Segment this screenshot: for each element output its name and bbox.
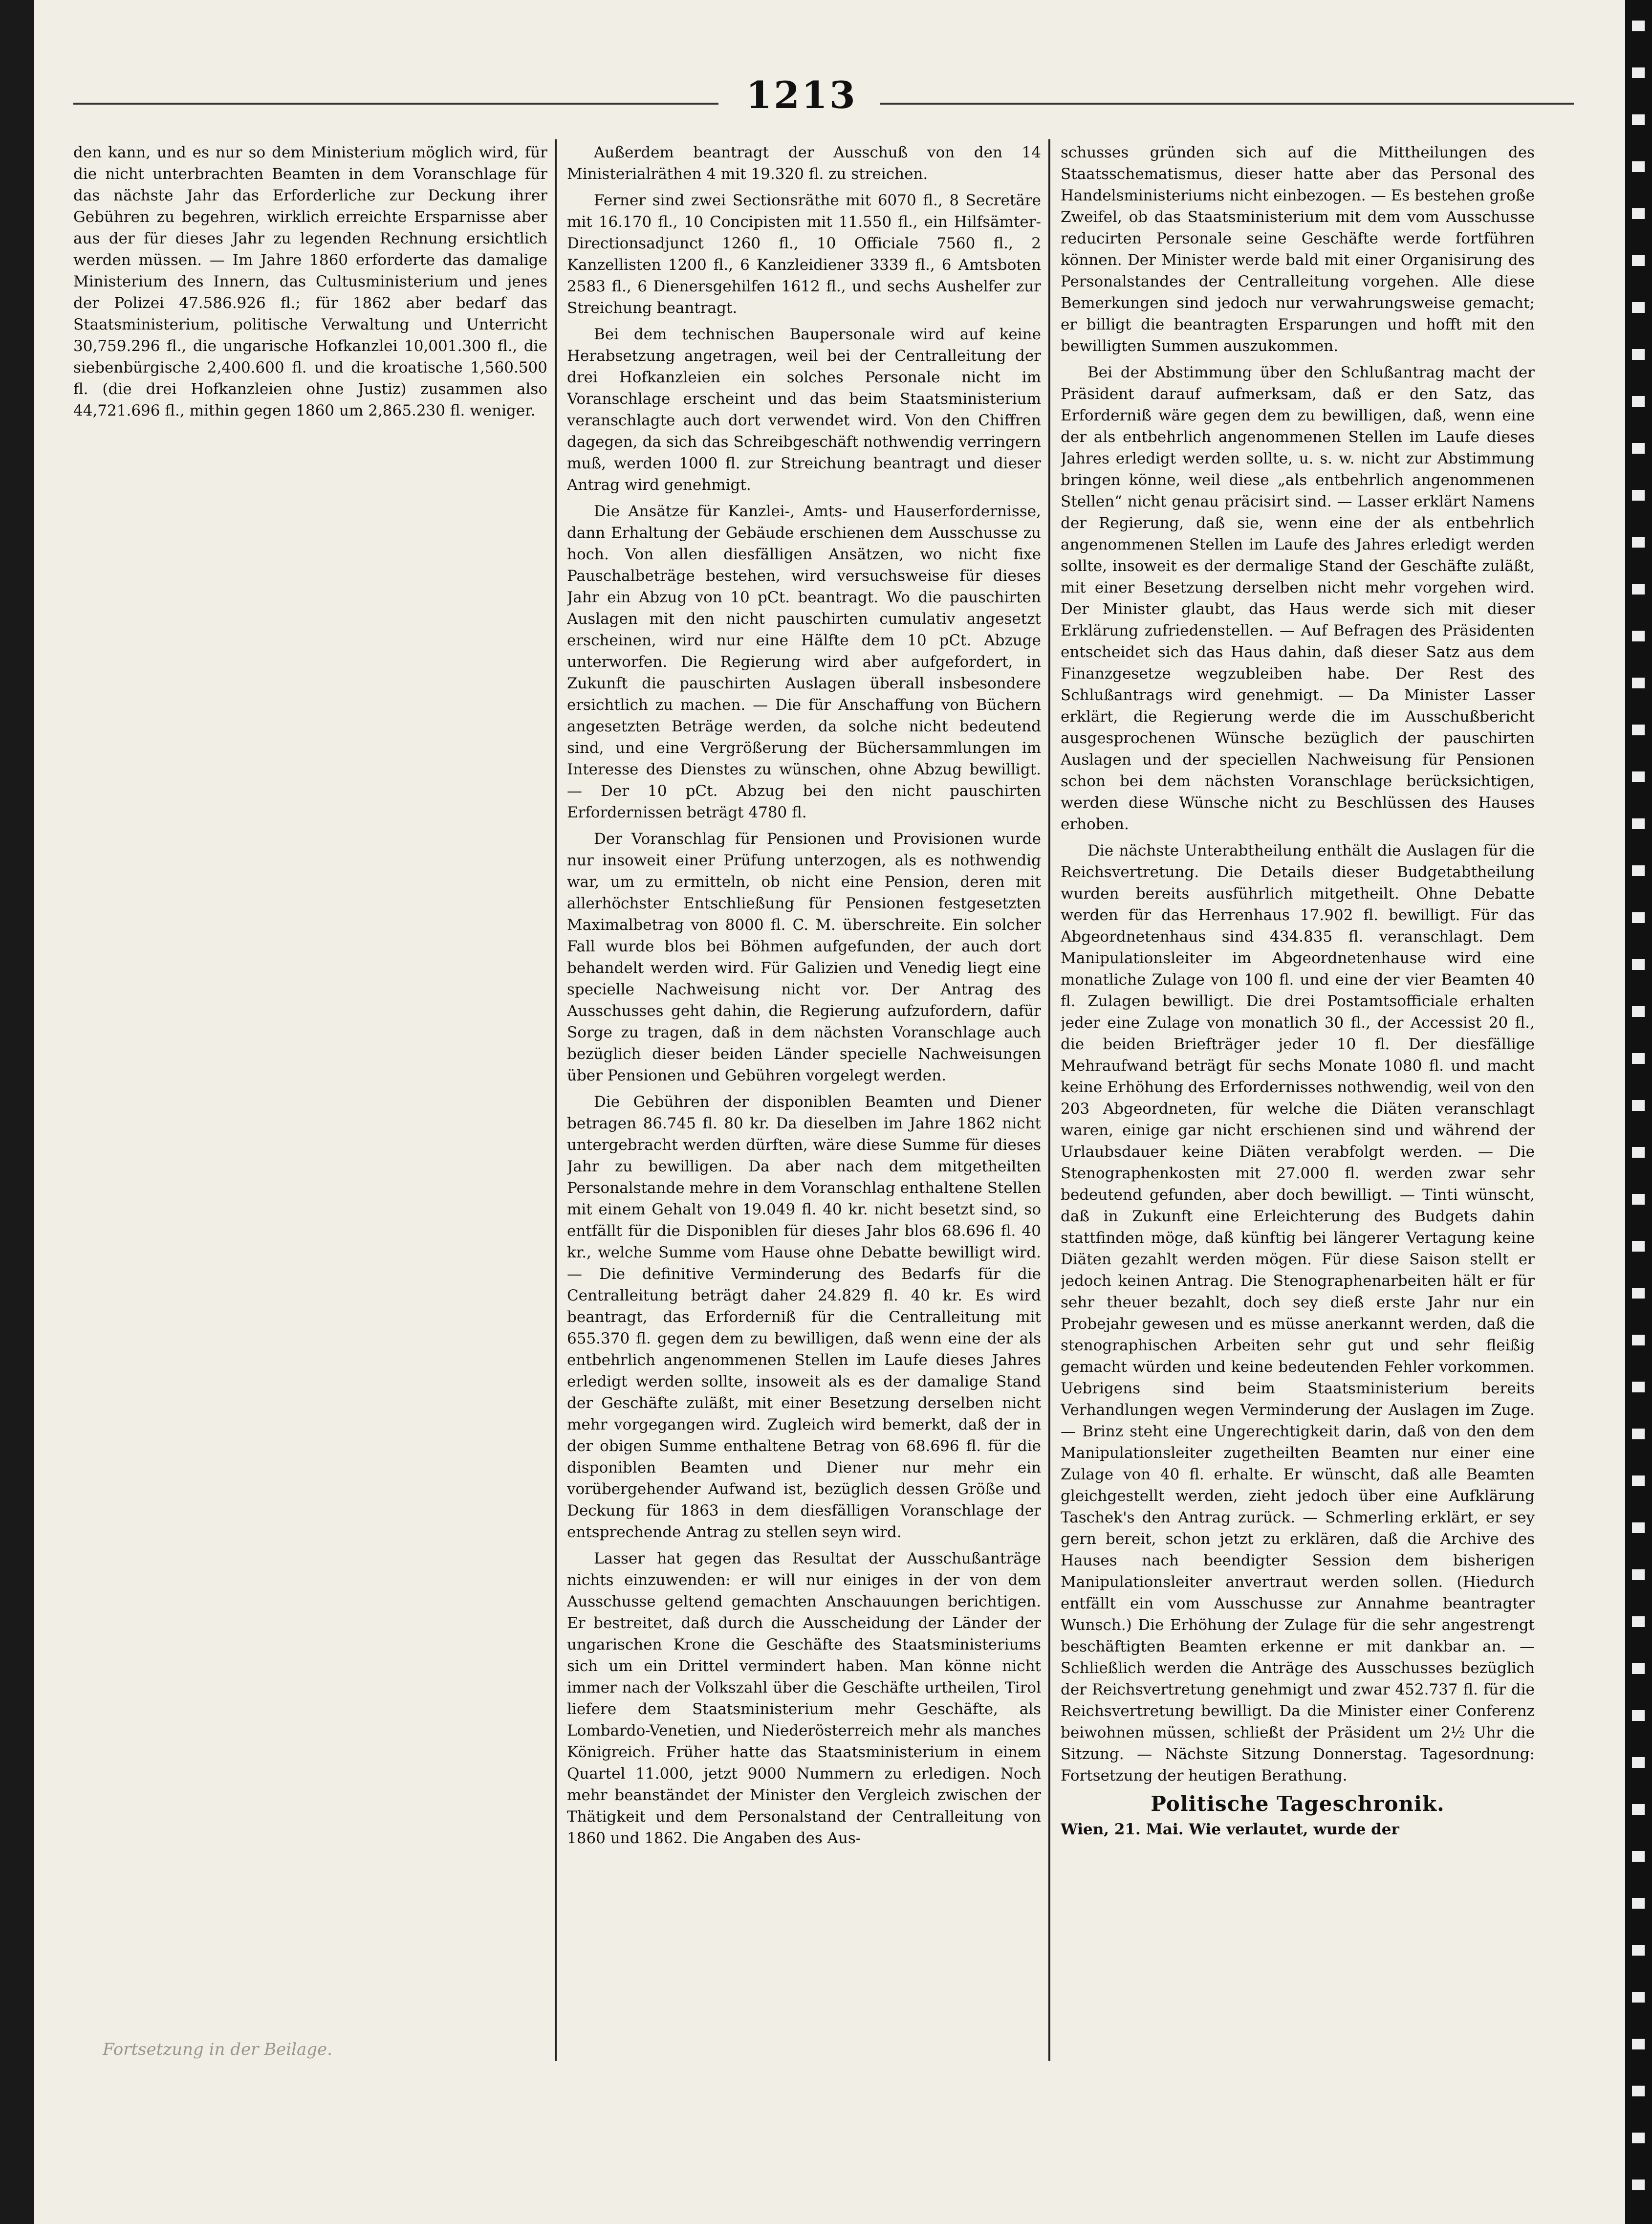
microfilm-perforation: [1632, 0, 1645, 2224]
paragraph: Die Gebühren der disponiblen Beamten und Diener betragen 86.745 fl. 80 kr. Da dieselben im Jahre 1862 nicht untergebracht werden dürften, wäre diese Summe für dieses Jahr zu bewilligen. Da aber nach dem mitgetheilten Personalstande mehre in dem Voranschlag enthaltene Stellen mit einem Gehalt von 19.049 fl. 40 kr. nicht besetzt sind, so entfällt für die Disponiblen für dieses Jahr blos 68.696 fl. 40 kr., welche Summe vom Hause ohne Debatte bewilligt wird. — Die definitive Verminderung des Bedarfs für die Centralleitung beträgt daher 24.829 fl. 40 kr. Es wird beantragt, das Erforderniß für die Centralleitung mit 655.370 fl. gegen dem zu bewilligen, daß wenn eine der als entbehrlich angenommenen Stellen im Laufe dieses Jahres erledigt werden sollte, insoweit als es der damalige Stand der Geschäfte zuläßt, mit einer Besetzung derselben nicht mehr vorgegangen wird. Zugleich wird bemerkt, daß der in der obigen Summe enthaltene Betrag von 68.696 fl. für die disponiblen Beamten und Diener nur mehr ein vorübergehender Aufwand ist, bezüglich dessen Größe und Deckung für 1863 in dem diesfälligen Voranschlage der entsprechende Antrag zu stellen seyn wird.: [567, 1093, 1041, 1541]
column-divider-2: [1048, 139, 1050, 2061]
section-heading: Politische Tageschronik.: [1151, 1792, 1445, 1816]
page-number: 1213: [746, 73, 857, 117]
scan-left-border: [0, 0, 34, 2224]
paragraph: Die nächste Unterabtheilung enthält die Auslagen für die Reichsvertretung. Die Details dieser Budgetabtheilung wurden bereits ausführlich mitgetheilt. Ohne Debatte werden für das Herrenhaus 17.902 fl. bewilligt. Für das Abgeordnetenhaus sind 434.835 fl. veranschlagt. Dem Manipulationsleiter im Abgeordnetenhause wird eine monatliche Zulage von 100 fl. und eine der vier Beamten 40 fl. Zulagen bewilligt. Die drei Postamtsofficiale erhalten jeder eine Zulage von monatlich 30 fl., der Accessist 20 fl., die beiden Briefträger jeder 10 fl. Der diesfällige Mehraufwand beträgt für sechs Monate 1080 fl. und macht keine Erhöhung des Erfordernisses nothwendig, weil von den 203 Abgeordneten, für welche die Diäten veranschlagt waren, einige gar nicht erschienen sind und während der Urlaubsdauer keine Diäten verabfolgt werden. — Die Stenographenkosten mit 27.000 fl. werden zwar sehr bedeutend gefunden, aber doch bewilligt. — Tinti wünscht, daß in Zukunft eine Erleichterung des Budgets dahin stattfinden möge, daß künftig bei längerer Vertagung keine Diäten gezahlt werden mögen. Für diese Saison stellt er jedoch keinen Antrag. Die Stenographenarbeiten hält er für sehr theuer bezahlt, doch sey dieß erste Jahr nur ein Probejahr gewesen und es müsse anerkannt werden, daß die stenographischen Arbeiten sehr gut und sehr fleißig gemacht würden und keine bedeutenden Fehler vorkommen. Uebrigens sind beim Staatsministerium bereits Verhandlungen wegen Verminderung der Auslagen im Zuge. — Brinz steht eine Ungerechtigkeit darin, daß von den dem Manipulationsleiter zugetheilten Beamten nur einer eine Zulage von 40 fl. erhalte. Er wünscht, daß alle Beamten gleichgestellt werden, zieht jedoch über eine Aufklärung Taschek's den Antrag zurück. — Schmerling erklärt, er sey gern bereit, schon jetzt zu erklären, daß die Archive des Hauses nach beendigter Session dem bisherigen Manipulationsleiter anvertraut werden sollen. (Hiedurch entfällt ein vom Ausschusse zur Annahme beantragter Wunsch.) Die Erhöhung der Zulage für die sehr angestrengt beschäftigten Beamten erkenne er mit dankbar an. — Schließlich werden die Anträge des Ausschusses bezüglich der Reichsvertretung genehmigt und zwar 452.737 fl. für die Reichsvertretung bewilligt. Da die Minister einer Conferenz beiwohnen müssen, schließt der Präsident um 2½ Uhr die Sitzung. — Nächste Sitzung Donnerstag. Tagesordnung: Fortsetzung der heutigen Berathung.: [1061, 842, 1535, 1784]
paragraph: Außerdem beantragt der Ausschuß von den 14 Ministerialräthen 4 mit 19.320 fl. zu streichen.: [567, 144, 1041, 183]
bleed-through-text: Fortsetzung in der Beilage.: [103, 2040, 332, 2059]
column-1: [73, 142, 547, 2078]
column-3: [1061, 142, 1535, 2078]
dateline-paragraph: Wien, 21. Mai. Wie verlautet, wurde der: [1061, 1821, 1399, 1838]
scan-right-border: [1625, 0, 1652, 2224]
column-divider-1: [555, 139, 557, 2061]
paragraph: Bei dem technischen Baupersonale wird auf keine Herabsetzung angetragen, weil bei der Centralleitung der drei Hofkanzleien ein solches Personale nicht im Voranschlage erscheint und das beim Staatsministerium veranschlagte auch dort verwendet wird. Von den Chiffren dagegen, da sich das Schreibgeschäft nothwendig verringern muß, werden 1000 fl. zur Streichung beantragt und dieser Antrag wird genehmigt.: [567, 326, 1041, 494]
header-rule-right: [880, 103, 1574, 105]
paragraph: den kann, und es nur so dem Ministerium möglich wird, für die nicht unterbrachten Beamten in dem Voranschlage für das nächste Jahr das Erforderliche zur Deckung ihrer Gebühren zu begehren, wirklich erreichte Ersparnisse aber aus der für dieses Jahr zu legenden Rechnung ersichtlich werden müssen. — Im Jahre 1860 erforderte das damalige Ministerium des Innern, das Cultusministerium und jenes der Polizei 47.586.926 fl.; für 1862 aber bedarf das Staatsministerium, politische Verwaltung und Unterricht 30,759.296 fl., die ungarische Hofkanzlei 10,001.300 fl., die siebenbürgische 2,400.600 fl. und die kroatische 1,560.500 fl. (die drei Hofkanzleien ohne Justiz) zusammen also 44,721.696 fl., mithin gegen 1860 um 2,865.230 fl. weniger.: [73, 144, 547, 419]
header-rule-left: [73, 103, 718, 105]
column-2: [567, 142, 1041, 2078]
paragraph: Lasser hat gegen das Resultat der Ausschußanträge nichts einzuwenden: er will nur einiges in der von dem Ausschusse geltend gemachten Anschauungen berichtigen. Er bestreitet, daß durch die Ausscheidung der Länder der ungarischen Krone die Geschäfte des Staatsministeriums sich um ein Drittel vermindert haben. Man könne nicht immer nach der Volkszahl über die Geschäfte urtheilen, Tirol liefere dem Staatsministerium mehr Geschäfte, als Lombardo-Venetien, und Niederösterreich mehr als manches Königreich. Früher hatte das Staatsministerium in einem Quartel 11.000, jetzt 9000 Nummern zu erledigen. Noch mehr beanständet der Minister den Vergleich zwischen der Thätigkeit und dem Personalstand der Centralleitung von 1860 und 1862. Die Angaben des Aus-: [567, 1550, 1041, 1847]
paragraph: Ferner sind zwei Sectionsräthe mit 6070 fl., 8 Secretäre mit 16.170 fl., 10 Concipisten mit 11.550 fl., ein Hilfsämter-Directionsadjunct 1260 fl., 10 Officiale 7560 fl., 2 Kanzellisten 1200 fl., 6 Kanzleidiener 3339 fl., 6 Amtsboten 2583 fl., 6 Dienersgehilfen 1612 fl., und sechs Aushelfer zur Streichung beantragt.: [567, 192, 1041, 317]
paragraph: Der Voranschlag für Pensionen und Provisionen wurde nur insoweit einer Prüfung unterzogen, als es nothwendig war, um zu ermitteln, ob nicht eine Pension, deren mit allerhöchster Entschließung für Pensionen festgesetzten Maximalbetrag von 8000 fl. C. M. überschreite. Ein solcher Fall wurde blos bei Böhmen aufgefunden, der auch dort behandelt werden wird. Für Galizien und Venedig liegt eine specielle Nachweisung nicht vor. Der Antrag des Ausschusses geht dahin, die Regierung aufzufordern, dafür Sorge zu tragen, daß in dem nächsten Voranschlage auch bezüglich dieser beiden Länder specielle Nachweisungen über Pensionen und Gebühren vorgelegt werden.: [567, 830, 1041, 1084]
paragraph: Die Ansätze für Kanzlei-, Amts- und Hauserfordernisse, dann Erhaltung der Gebäude erschienen dem Ausschusse zu hoch. Von allen diesfälligen Ansätzen, wo nicht fixe Pauschalbeträge bestehen, wird versuchsweise für dieses Jahr ein Abzug von 10 pCt. beantragt. Wo die pauschirten Auslagen mit den nicht pauschirten cumulativ angesetzt erscheinen, wird nur eine Hälfte dem 10 pCt. Abzuge unterworfen. Die Regierung wird aber aufgefordert, in Zukunft die pauschirten Auslagen überall insbesondere ersichtlich zu machen. — Die für Anschaffung von Büchern angesetzten Beträge werden, da solche nicht bedeutend sind, und eine Vergrößerung der Büchersammlungen im Interesse des Dienstes zu wünschen, ohne Abzug bewilligt. — Der 10 pCt. Abzug bei den nicht pauschirten Erfordernissen beträgt 4780 fl.: [567, 503, 1041, 821]
paragraph: Bei der Abstimmung über den Schlußantrag macht der Präsident darauf aufmerksam, daß er den Satz, das Erforderniß wäre gegen dem zu bewilligen, daß, wenn eine der als entbehrlich angenommenen Stellen im Laufe dieses Jahres erledigt werden sollte, u. s. w. nicht zur Abstimmung bringen könne, weil diese „als entbehrlich angenommenen Stellen“ nicht genau präcisirt sind. — Lasser erklärt Namens der Regierung, daß sie, wenn eine der als entbehrlich angenommenen Stellen im Laufe des Jahres erledigt werden sollte, insoweit es der dermalige Stand der Geschäfte zuläßt, mit einer Besetzung derselben nicht mehr vorgehen wird. Der Minister glaubt, das Haus werde sich mit dieser Erklärung zufriedenstellen. — Auf Befragen des Präsidenten entscheidet sich das Haus dahin, daß dieser Satz aus dem Finanzgesetze wegzubleiben habe. Der Rest des Schlußantrags wird genehmigt. — Da Minister Lasser erklärt, die Regierung werde die im Ausschußbericht ausgesprochenen Wünsche bezüglich der pauschirten Auslagen und der speciellen Nachweisung für Pensionen schon bei dem nächsten Voranschlage berücksichtigen, werden diese Wünsche nicht zu Beschlüssen des Hauses erhoben.: [1061, 364, 1535, 833]
paragraph: schusses gründen sich auf die Mittheilungen des Staatsschematismus, dieser hatte aber das Personal des Handelsministeriums nicht einbezogen. — Es bestehen große Zweifel, ob das Staatsministerium mit dem vom Ausschusse reducirten Personale seine Geschäfte werde fortführen können. Der Minister werde bald mit einer Organisirung des Personalstandes der Centralleitung vorgehen. Alle diese Bemerkungen sind jedoch nur verwahrungsweise gemacht; er billigt die beantragten Ersparungen und hofft mit den bewilligten Summen auszukommen.: [1061, 144, 1535, 355]
